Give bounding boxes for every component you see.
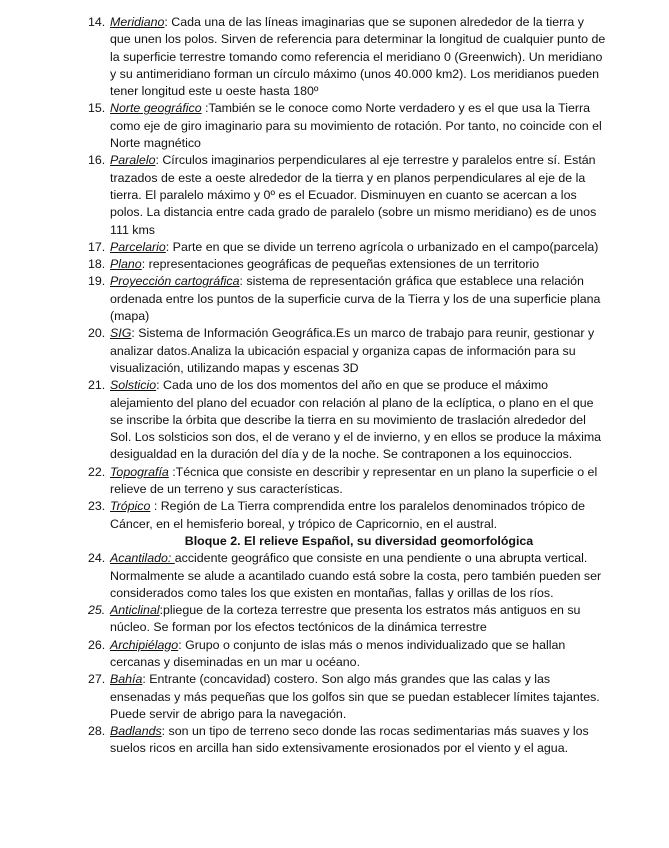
glossary-entry-plano (88, 256, 608, 273)
entry-number: 24. (88, 551, 106, 566)
entry-term: Paralelo (110, 153, 156, 168)
entry-number: 14. (88, 15, 106, 29)
entry-definition: : Entrante (concavidad) costero. Son algo más grandes que las calas y las ensenadas y más pequeñas que los golfos sin que se puedan establecer límites tajantes. Puede servir de abrigo para la navegación. (110, 672, 600, 721)
entry-number: 22. (88, 464, 106, 479)
entry-number: 23. (88, 499, 106, 514)
entry-term: Archipiélago (110, 637, 179, 652)
entry-definition: : Cada una de las líneas imaginarias que se suponen alrededor de la tierra y que unen los polos. Sirven de referencia para determinar la longitud de cualquier punto de la superficie terrestre tomando como referencia el meridiano 0 (Greenwich). Un meridiano y su antimeridiano forman un círculo máximo (unos 40.000 km2). Los meridianos pueden tener longitud este u oeste hasta 180º (110, 15, 606, 99)
entry-definition: : Parte en que se divide un terreno agrícola o urbanizado en el campo(parcela) (165, 239, 599, 254)
glossary-entry-tropico (88, 498, 608, 533)
entry-definition: :También se le conoce como Norte verdadero y es el que usa la Tierra como eje de giro imaginario para su movimiento de rotación. Por tanto, no coincide con el Norte magnético (110, 101, 602, 151)
entry-term: Meridiano (110, 15, 165, 29)
glossary-entry-topografia (88, 464, 608, 499)
entry-term: Proyección cartográfica (110, 274, 240, 289)
glossary-entry-badlands (88, 723, 608, 758)
entry-term: Solsticio (110, 378, 157, 393)
entry-term: Topografía (110, 464, 169, 479)
entry-term: Plano (110, 257, 142, 272)
entry-number: 15. (88, 101, 106, 116)
glossary-list (88, 14, 608, 758)
entry-number: 27. (88, 672, 106, 687)
entry-number: 18. (88, 257, 106, 272)
glossary-entry-bahia (88, 671, 608, 723)
entry-definition: :Técnica que consiste en describir y representar en un plano la superficie o el relieve de un terreno y sus características. (110, 464, 598, 497)
entry-term: Bahía (110, 672, 143, 687)
entry-definition: : Grupo o conjunto de islas más o menos individualizado que se hallan cercanas y diseminadas en un mar u océano. (110, 637, 566, 669)
entry-definition: : Región de La Tierra comprendida entre los paralelos denominados trópico de Cáncer, en el hemisferio boreal, y trópico de Capricornio, en el austral. (110, 499, 586, 531)
entry-term: Anticlinal (110, 603, 160, 618)
glossary-entry-parcelario (88, 239, 608, 256)
entry-number: 19. (88, 274, 106, 289)
glossary-entry-proyeccion-cartografica (88, 273, 608, 325)
entry-number: 26. (88, 637, 106, 652)
entry-definition: accidente geográfico que consiste en una pendiente o una abrupta vertical. Normalmente se alude a acantilado cuando está sobre la costa, pero también pueden ser considerados como tales los que existen en montañas, fallas y orillas de los ríos. (110, 551, 602, 600)
entry-number: 20. (88, 326, 106, 341)
entry-number: 16. (88, 153, 106, 168)
glossary-entry-archipielago (88, 637, 608, 672)
glossary-entry-solsticio (88, 377, 608, 463)
entry-definition: : sistema de representación gráfica que establece una relación ordenada entre los puntos de la superficie curva de la Tierra y los de una superficie plana (mapa) (110, 274, 601, 324)
entry-definition: : Sistema de Información Geográfica.Es un marco de trabajo para reunir, gestionar y analizar datos.Analiza la ubicación espacial y organiza capas de información para su visualización, utilizando mapas y escenas 3D (110, 326, 595, 375)
entry-number: 17. (88, 239, 106, 254)
entry-definition: :pliegue de la corteza terrestre que presenta los estratos más antiguos en su núcleo. Se forman por los efectos tectónicos de la dinámica terrestre (110, 603, 581, 635)
glossary-entry-anticlinal (88, 602, 608, 637)
entry-term: Acantilado: (110, 551, 175, 566)
glossary-entry-paralelo (88, 152, 608, 238)
entry-term: SIG (110, 326, 132, 341)
glossary-entry-norte-geografico (88, 100, 608, 152)
entry-definition: : representaciones geográficas de pequeñas extensiones de un territorio (141, 257, 540, 272)
entry-term: Trópico (110, 499, 151, 514)
entry-definition: : Círculos imaginarios perpendiculares al eje terrestre y paralelos entre sí. Están trazados de este a oeste alrededor de la tierra y en planos perpendiculares al eje de la tierra. El paralelo máximo y 0º es el Ecuador. Disminuyen en cuanto se acercan a los polos. La distancia entre cada grado de paralelo (sobre un mismo meridiano) es de unos 111 kms (110, 153, 597, 237)
entry-number: 21. (88, 378, 106, 393)
entry-number: 25. (88, 603, 106, 618)
glossary-entry-acantilado (88, 550, 608, 602)
section-heading: Bloque 2. El relieve Español, su diversidad geomorfológica (184, 533, 534, 548)
entry-number: 28. (88, 724, 106, 739)
glossary-entry-sig (88, 325, 608, 377)
entry-term: Norte geográfico (110, 101, 202, 116)
entry-term: Badlands (110, 724, 162, 739)
entry-term: Parcelario (110, 239, 166, 254)
entry-definition: : Cada uno de los dos momentos del año en que se produce el máximo alejamiento del plano del ecuador con relación al plano de la eclíptica, o plano en el que se inscribe la órbita que describe la tierra en su movimiento de traslación alrededor del Sol. Los solsticios son dos, el de verano y el de invierno, y en ellos se produce la máxima desigualdad en la duración del día y de la noche. Se contraponen a los equinoccios. (110, 378, 602, 462)
entry-definition: : son un tipo de terreno seco donde las rocas sedimentarias más suaves y los suelos ricos en arcilla han sido extensivamente erosionados por el viento y el agua. (110, 724, 589, 756)
glossary-entry-meridiano (88, 14, 608, 100)
